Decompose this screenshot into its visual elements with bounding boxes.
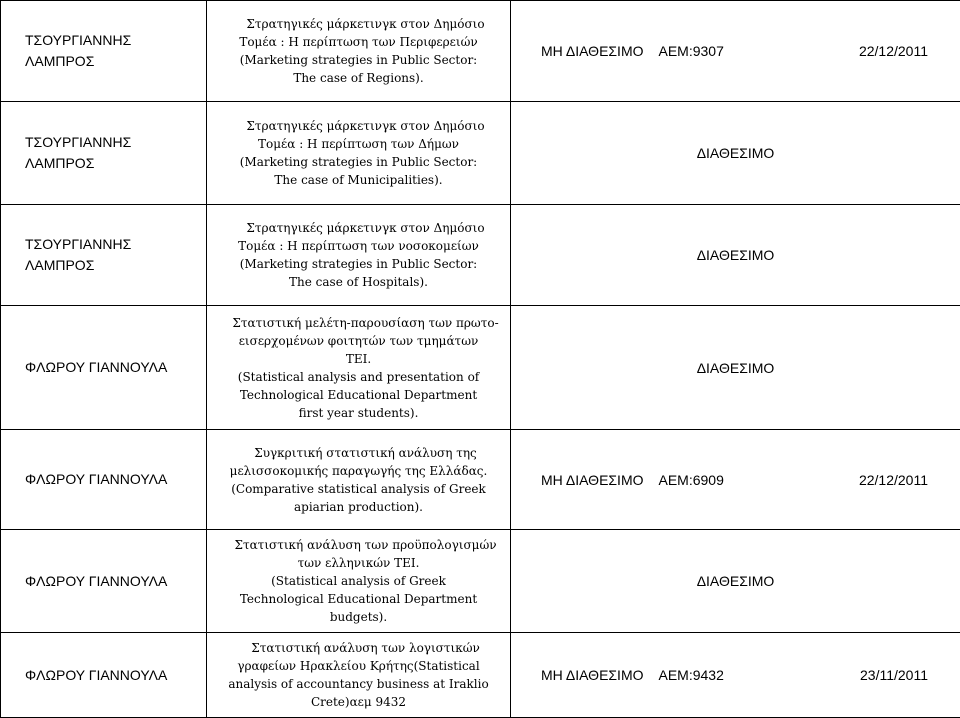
title-line: γραφείων Ηρακλείου Κρήτης(Statistical [211, 657, 506, 675]
status-badge: ΔΙΑΘΕΣΙΜΟ [511, 360, 960, 376]
title-line: Στατιστική ανάλυση των προϋπολογισμών [211, 536, 506, 554]
title-line: budgets). [211, 608, 506, 626]
title-line: (Statistical analysis and presentation of [211, 368, 506, 386]
title-cell [207, 102, 511, 205]
author-cell [1, 633, 207, 718]
status-cell [511, 430, 960, 530]
title-line: των ελληνικών ΤΕΙ. [211, 554, 506, 572]
author-line: ΦΛΩΡΟΥ ΓΙΑΝΝΟΥΛΑ [25, 667, 167, 683]
title-cell [207, 530, 511, 633]
title-line: apiarian production). [211, 498, 506, 516]
title-line: (Marketing strategies in Public Sector: [211, 255, 506, 273]
title-line: Technological Educational Department [211, 386, 506, 404]
title-line: Στρατηγικές μάρκετινγκ στον Δημόσιο [211, 117, 506, 135]
status-cell [511, 530, 960, 633]
title-line: Στρατηγικές μάρκετινγκ στον Δημόσιο [211, 219, 506, 237]
title-line: The case of Regions). [211, 69, 506, 87]
title-line: ΤΕΙ. [211, 350, 506, 368]
title-line: Technological Educational Department [211, 590, 506, 608]
author-line: ΦΛΩΡΟΥ ΓΙΑΝΝΟΥΛΑ [25, 573, 167, 589]
status-cell [511, 1, 960, 102]
title-line: μελισσοκομικής παραγωγής της Ελλάδας. [211, 462, 506, 480]
table-row [1, 530, 960, 633]
author-line: ΤΣΟΥΡΓΙΑΝΝΗΣ [25, 134, 131, 150]
title-cell [207, 430, 511, 530]
status-badge: ΜΗ ΔΙΑΘΕΣΙΜΟ [541, 43, 644, 59]
author-cell [1, 1, 207, 102]
author-line: ΛΑΜΠΡΟΣ [25, 257, 94, 273]
author-line: ΤΣΟΥΡΓΙΑΝΝΗΣ [25, 32, 131, 48]
aem-number: ΑΕΜ:9432 [659, 667, 724, 683]
title-line: (Comparative statistical analysis of Greek [211, 480, 506, 498]
author-line: ΦΛΩΡΟΥ ΓΙΑΝΝΟΥΛΑ [25, 359, 167, 375]
title-line: Τομέα : Η περίπτωση των Περιφερειών [211, 33, 506, 51]
title-cell [207, 306, 511, 430]
title-line: Crete)αεμ 9432 [211, 693, 506, 711]
status-badge: ΜΗ ΔΙΑΘΕΣΙΜΟ [541, 472, 644, 488]
date-value: 22/12/2011 [859, 43, 928, 59]
title-line: The case of Municipalities). [211, 171, 506, 189]
status-badge: ΔΙΑΘΕΣΙΜΟ [511, 247, 960, 263]
title-line: Στατιστική μελέτη-παρουσίαση των πρωτο- [211, 314, 506, 332]
status-badge: ΜΗ ΔΙΑΘΕΣΙΜΟ [541, 667, 644, 683]
author-cell [1, 430, 207, 530]
table-row [1, 102, 960, 205]
table-row [1, 306, 960, 430]
title-line: (Statistical analysis of Greek [211, 572, 506, 590]
title-line: The case of Hospitals). [211, 273, 506, 291]
status-cell [511, 205, 960, 306]
table-row [1, 633, 960, 718]
title-cell [207, 1, 511, 102]
status-cell [511, 633, 960, 718]
date-value: 22/12/2011 [859, 472, 928, 488]
author-line: ΤΣΟΥΡΓΙΑΝΝΗΣ [25, 236, 131, 252]
table-row [1, 430, 960, 530]
title-line: Τομέα : Η περίπτωση των Δήμων [211, 135, 506, 153]
title-cell [207, 633, 511, 718]
author-line: ΦΛΩΡΟΥ ΓΙΑΝΝΟΥΛΑ [25, 471, 167, 487]
status-cell [511, 306, 960, 430]
title-line: Συγκριτική στατιστική ανάλυση της [211, 444, 506, 462]
title-line: εισερχομένων φοιτητών των τμημάτων [211, 332, 506, 350]
author-cell [1, 306, 207, 430]
status-badge: ΔΙΑΘΕΣΙΜΟ [511, 573, 960, 589]
title-line: analysis of accountancy business at Iraklio [211, 675, 506, 693]
status-badge: ΔΙΑΘΕΣΙΜΟ [511, 145, 960, 161]
title-line: Στρατηγικές μάρκετινγκ στον Δημόσιο [211, 15, 506, 33]
title-line: Τομέα : Η περίπτωση των νοσοκομείων [211, 237, 506, 255]
title-cell [207, 205, 511, 306]
title-line: Στατιστική ανάλυση των λογιστικών [211, 639, 506, 657]
date-value: 23/11/2011 [860, 667, 928, 683]
title-line: first year students). [211, 404, 506, 422]
author-cell [1, 102, 207, 205]
aem-number: ΑΕΜ:6909 [659, 472, 724, 488]
author-line: ΛΑΜΠΡΟΣ [25, 53, 94, 69]
author-cell [1, 530, 207, 633]
title-line: (Marketing strategies in Public Sector: [211, 51, 506, 69]
title-line: (Marketing strategies in Public Sector: [211, 153, 506, 171]
table-row [1, 1, 960, 102]
status-cell [511, 102, 960, 205]
author-line: ΛΑΜΠΡΟΣ [25, 155, 94, 171]
author-cell [1, 205, 207, 306]
table-row [1, 205, 960, 306]
aem-number: ΑΕΜ:9307 [659, 43, 724, 59]
